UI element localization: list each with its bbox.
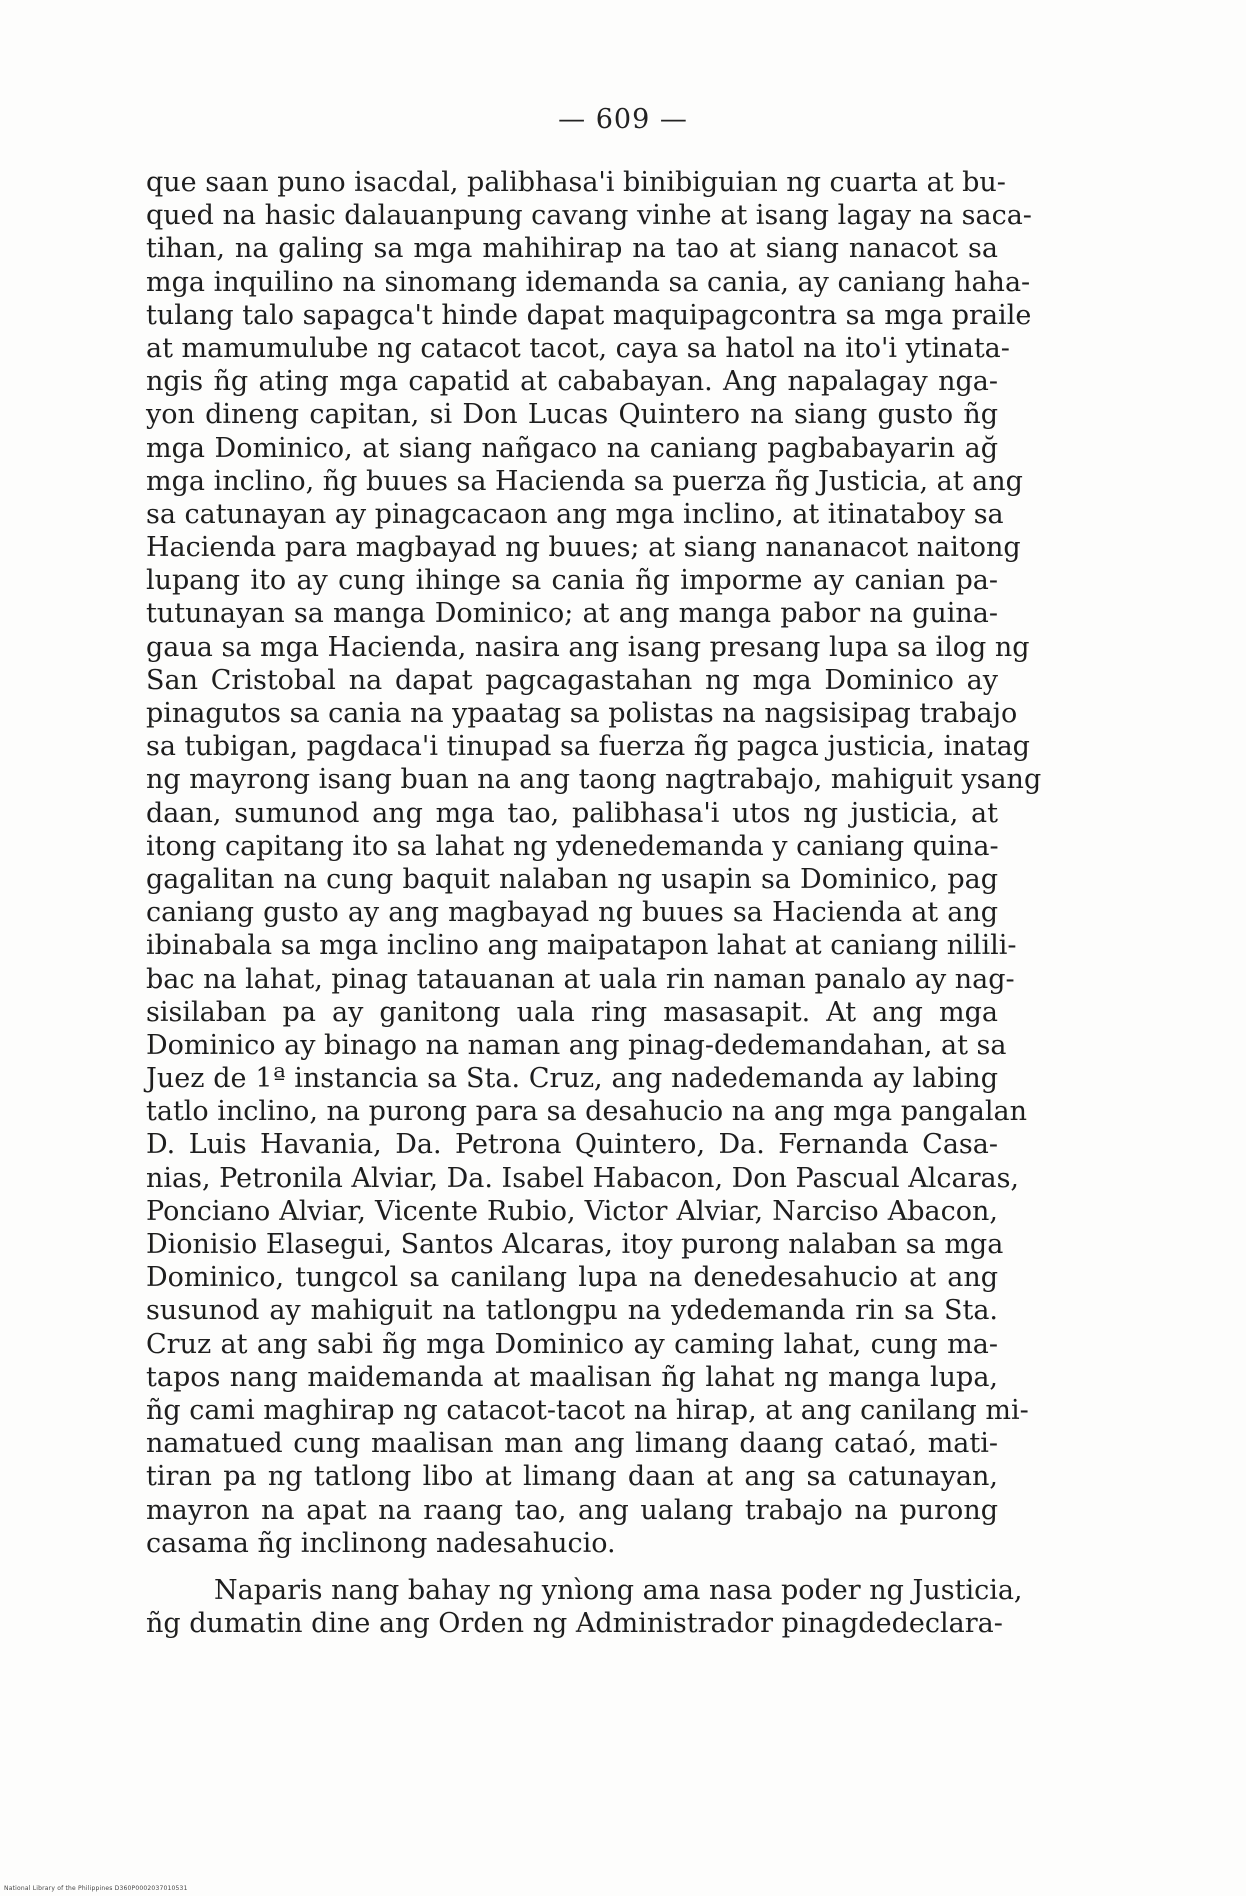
text-line: mga Dominico, at siang nañgaco na caniang pagbabayarin ağ (146, 432, 998, 464)
text-line: gaua sa mga Hacienda, nasira ang isang presang lupa sa ilog ng (146, 631, 1030, 663)
text-line: ibinabala sa mga inclino ang maipatapon lahat at caniang nilili- (146, 930, 1017, 962)
text-line: pinagutos sa cania na ypaatag sa polistas na nagsisipag trabajo (146, 698, 1018, 729)
text-line: sisilaban pa ay ganitong uala ring masasapit. At ang mga (146, 996, 998, 1028)
paragraph-gap (146, 1560, 998, 1574)
text-line: nias, Petronila Alviar, Da. Isabel Habacon, Don Pascual Alcaras, (146, 1162, 1020, 1194)
text-line: sa catunayan ay pinagcacaon ang mga inclino, at itinataboy sa (146, 498, 1004, 530)
paragraph-1 (146, 166, 1042, 1560)
text-line: tihan, na galing sa mga mahihirap na tao at siang nanacot sa (146, 233, 998, 265)
text-line: ñg dumatin dine ang Orden ng Administrador pinagdedeclara- (146, 1608, 1003, 1640)
text-line: daan, sumunod ang mga tao, palibhasa'i utos ng justicia, at (146, 797, 998, 829)
text-line: casama ñg inclinong nadesahucio. (146, 1527, 616, 1559)
text-line: Cruz at ang sabi ñg mga Dominico ay caming lahat, cung ma- (146, 1328, 998, 1360)
text-line: tapos nang maidemanda at maalisan ñg lahat ng manga lupa, (146, 1361, 998, 1393)
text-line: Juez de 1ª instancia sa Sta. Cruz, ang nadedemanda ay labing (146, 1063, 998, 1095)
text-line: mayron na apat na raang tao, ang ualang trabajo na purong (146, 1494, 998, 1526)
text-line: D. Luis Havania, Da. Petrona Quintero, Da. Fernanda Casa- (146, 1129, 998, 1161)
text-line: tutunayan sa manga Dominico; at ang manga pabor na guina- (146, 598, 998, 630)
text-line: at mamumulube ng catacot tacot, caya sa hatol na ito'i ytinata- (146, 332, 1010, 364)
text-line: gagalitan na cung baquit nalaban ng usapin sa Dominico, pag (146, 863, 998, 895)
text-line: lupang ito ay cung ihinge sa cania ñg imporme ay canian pa- (146, 565, 998, 597)
text-line: itong capitang ito sa lahat ng ydenedemanda y caniang quina- (146, 830, 999, 862)
text-line: tatlo inclino, na purong para sa desahucio na ang mga pangalan (146, 1096, 1028, 1128)
text-line: sa tubigan, pagdaca'i tinupad sa fuerza ñg pagca justicia, inatag (146, 731, 1030, 763)
text-line: Hacienda para magbayad ng buues; at siang nananacot naitong (146, 532, 1021, 564)
text-line: namatued cung maalisan man ang limang daang cataó, mati- (146, 1428, 998, 1460)
text-line: Naparis nang bahay ng ynìong ama nasa poder ng Justicia, (214, 1574, 1023, 1606)
text-line: tulang talo sapagca't hinde dapat maquipagcontra sa mga praile (146, 299, 1032, 331)
text-line: ngis ñg ating mga capatid at cababayan. Ang napalagay nga- (146, 366, 998, 398)
text-line: ñg cami maghirap ng catacot-tacot na hirap, at ang canilang mi- (146, 1394, 1029, 1426)
text-line: ng mayrong isang buan na ang taong nagtrabajo, mahiguit ysang (146, 764, 1042, 796)
text-line: bac na lahat, pinag tatauanan at uala rin naman panalo ay nag- (146, 963, 1015, 995)
text-line: que saan puno isacdal, palibhasa'i binibiguian ng cuarta at bu- (146, 167, 1006, 198)
page-number: — 609 — (558, 104, 688, 135)
text-line: mga inclino, ñg buues sa Hacienda sa puerza ñg Justicia, at ang (146, 465, 1023, 497)
text-line: susunod ay mahiguit na tatlongpu na ydedemanda rin sa Sta. (146, 1295, 998, 1327)
text-line: tiran pa ng tatlong libo at limang daan at ang sa catunayan, (146, 1461, 998, 1493)
text-line: yon dineng capitan, si Don Lucas Quintero na siang gusto ñg (146, 399, 998, 431)
text-line: Ponciano Alviar, Vicente Rubio, Victor Alviar, Narciso Abacon, (146, 1195, 998, 1227)
paragraph-2 (146, 1574, 1023, 1640)
text-line: qued na hasic dalauanpung cavang vinhe at isang lagay na saca- (146, 200, 1032, 232)
text-line: San Cristobal na dapat pagcagastahan ng mga Dominico ay (146, 664, 998, 696)
text-line: mga inquilino na sinomang idemanda sa cania, ay caniang haha- (146, 266, 1031, 298)
body-text (146, 166, 1042, 1640)
text-line: Dominico ay binago na naman ang pinag-dedemandahan, at sa (146, 1029, 1007, 1061)
scan-footer: National Library of the Philippines D360P0002037010531 (4, 1885, 188, 1892)
text-line: caniang gusto ay ang magbayad ng buues sa Hacienda at ang (146, 897, 998, 929)
text-line: Dionisio Elasegui, Santos Alcaras, itoy purong nalaban sa mga (146, 1229, 1004, 1260)
text-line: Dominico, tungcol sa canilang lupa na denedesahucio at ang (146, 1262, 998, 1294)
